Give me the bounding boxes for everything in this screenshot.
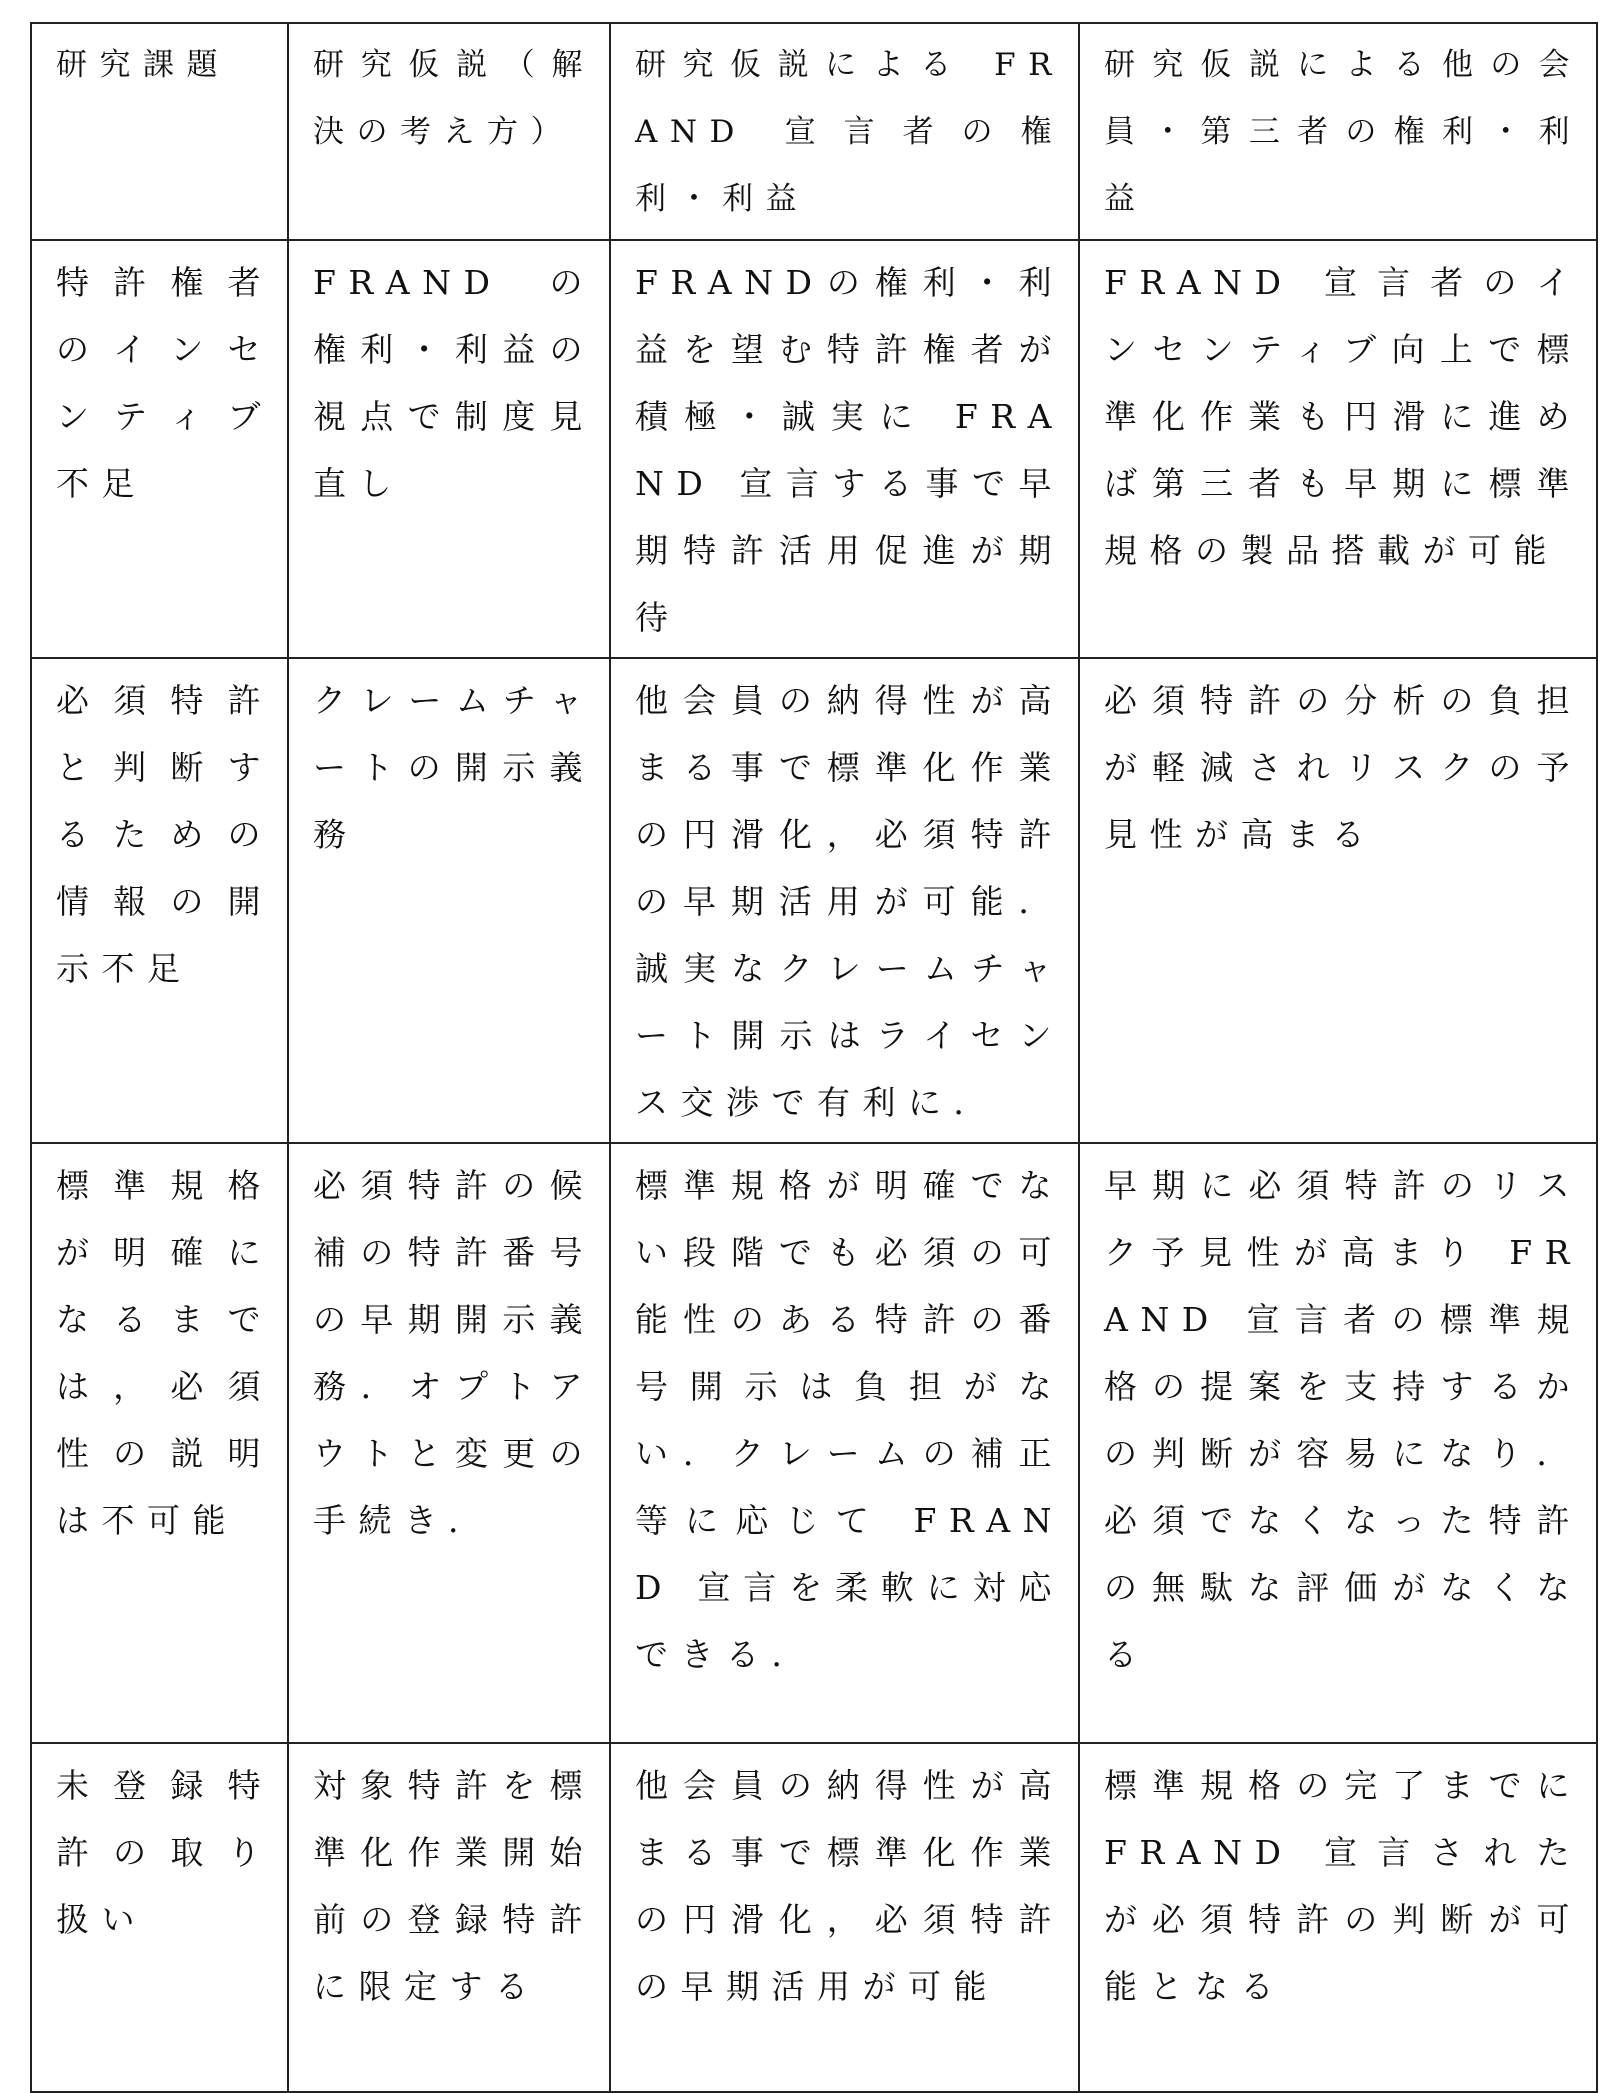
- table-row: [31, 1143, 1597, 1743]
- header-cell-research-issue: 研究課題: [31, 23, 288, 240]
- table-header-row: [31, 23, 1597, 240]
- table-cell: 未登録特許の取り扱い: [31, 1743, 288, 2092]
- table-cell: 必須特許と判断するための情報の開示不足: [31, 658, 288, 1143]
- table-cell: 早期に必須特許のリスク予見性が高まり FRAND 宣言者の標準規格の提案を支持するかの判断が容易になり．必須でなくなった特許の無駄な評価がなくなる: [1079, 1143, 1597, 1743]
- table-cell: 対象特許を標準化作業開始前の登録特許に限定する: [288, 1743, 610, 2092]
- table-row: [31, 240, 1597, 658]
- header-cell-hypothesis: 研究仮説（解決の考え方）: [288, 23, 610, 240]
- table-row: [31, 658, 1597, 1143]
- table-cell: 標準規格の完了までに FRAND 宣言されたが必須特許の判断が可能となる: [1079, 1743, 1597, 2092]
- table-cell: 標準規格が明確でない段階でも必須の可能性のある特許の番号開示は負担がない．クレームの補正等に応じて FRAND 宣言を柔軟に対応できる．: [610, 1143, 1079, 1743]
- table-cell: FRAND の権利・利益の視点で制度見直し: [288, 240, 610, 658]
- table-cell: 他会員の納得性が高まる事で標準化作業の円滑化，必須特許の早期活用が可能: [610, 1743, 1079, 2092]
- table-cell: クレームチャートの開示義務: [288, 658, 610, 1143]
- table-container: [30, 22, 1596, 2093]
- table-row: [31, 1743, 1597, 2092]
- table-cell: 特許権者のインセンティブ不足: [31, 240, 288, 658]
- header-cell-declarant-benefit: 研究仮説による FRAND 宣言者の権利・利益: [610, 23, 1079, 240]
- header-cell-third-party-benefit: 研究仮説による他の会員・第三者の権利・利益: [1079, 23, 1597, 240]
- table-cell: 標準規格が明確になるまでは，必須性の説明は不可能: [31, 1143, 288, 1743]
- table-cell: 他会員の納得性が高まる事で標準化作業の円滑化，必須特許の早期活用が可能．誠実なクレームチャート開示はライセンス交渉で有利に．: [610, 658, 1079, 1143]
- research-table: [30, 22, 1598, 2093]
- table-cell: 必須特許の候補の特許番号の早期開示義務．オプトアウトと変更の手続き．: [288, 1143, 610, 1743]
- table-cell: 必須特許の分析の負担が軽減されリスクの予見性が高まる: [1079, 658, 1597, 1143]
- table-cell: FRANDの権利・利益を望む特許権者が積極・誠実に FRAND 宣言する事で早期特許活用促進が期待: [610, 240, 1079, 658]
- table-cell: FRAND 宣言者のインセンティブ向上で標準化作業も円滑に進めば第三者も早期に標準規格の製品搭載が可能: [1079, 240, 1597, 658]
